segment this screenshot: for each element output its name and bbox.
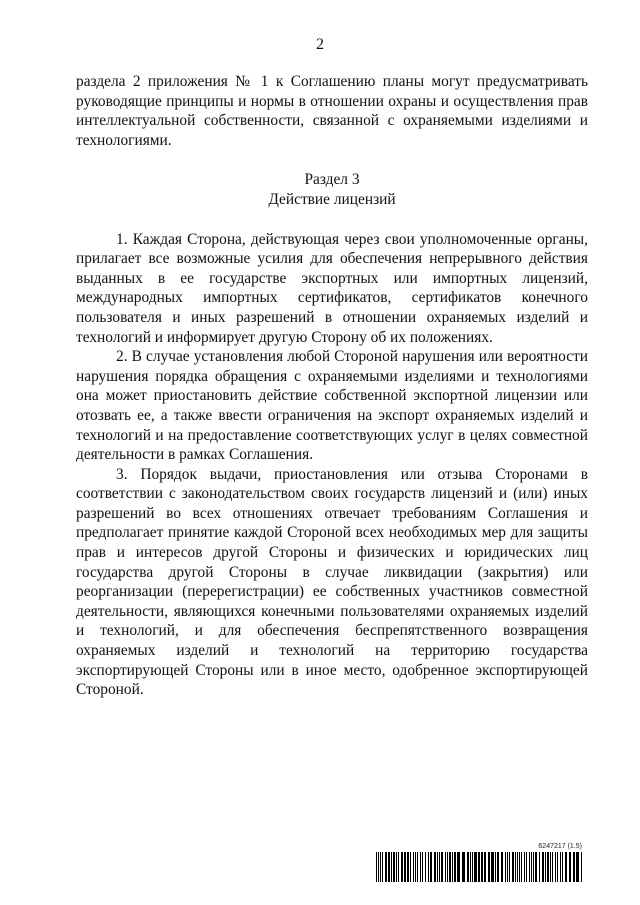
section-title: Действие лицензий [268, 190, 396, 208]
document-code: 6247217 (1.5) [538, 843, 582, 850]
section-paragraph-2: 2. В случае установления любой Стороной нарушения или вероятности нарушения порядка обращения с охраняемыми изделиями и технологиями она может приостановить действие собственной экспортной лицензии или отозвать ее, а также ввести ограничения на экспорт охраняемых изделий и технологий и на предоставление соответствующих услуг в целях совместной деятельности в рамках Соглашения. [76, 348, 588, 464]
intro-paragraph: раздела 2 приложения № 1 к Соглашению планы могут предусматривать руководящие принципы и нормы в отношении охраны и осуществления прав интеллектуальной собственности, связанной с охраняемыми изделиями и технологиями. [76, 73, 588, 149]
section-paragraph-3: 3. Порядок выдачи, приостановления или отзыва Сторонами в соответствии с законодательством своих государств лицензий и (или) иных разрешений во всех отношениях отвечает требованиям Соглашения и предполагает принятие каждой Стороной всех необходимых мер для защиты прав и интересов другой Стороны и физических и юридических лиц государства другой Стороны в случае ликвидации (закрытия) или реорганизации (перерегистрации) ее собственных участников совместной деятельности, являющихся конечными пользователями охраняемых изделий и технологий, и для обеспечения беспрепятственного возвращения охраняемых изделий и технологий на территорию государства экспортирующей Стороны или в иное место, одобренное экспортирующей Стороной. [76, 465, 588, 699]
section-heading [76, 170, 588, 209]
document-body [76, 72, 588, 700]
page-number: 2 [316, 36, 324, 53]
barcode-icon [376, 852, 586, 882]
section-body [76, 230, 588, 700]
section-paragraph-1: 1. Каждая Сторона, действующая через свои уполномоченные органы, прилагает все возможные усилия для обеспечения непрерывного действия выданных в ее государстве экспортных или импортных лицензий, международных импортных сертификатов, сертификатов конечного пользователя и иных разрешений в отношении охраняемых изделий и технологий и информирует другую Сторону об их положениях. [76, 230, 588, 346]
section-label: Раздел 3 [304, 171, 360, 189]
